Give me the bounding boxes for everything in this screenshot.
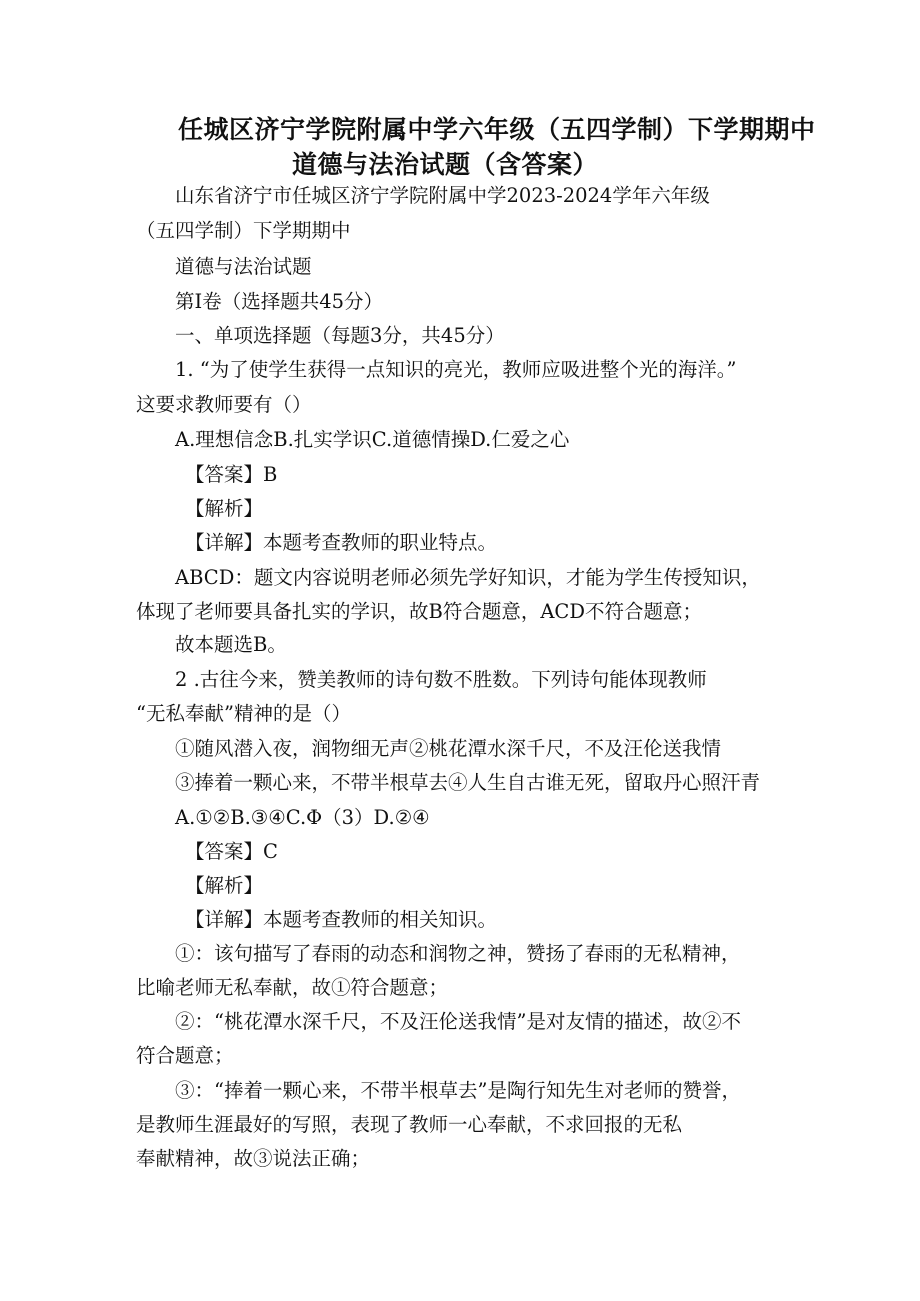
detail-1-conclusion: 故本题选B。 xyxy=(175,633,287,656)
section-heading: 一、单项选择题（每题3分，共45分） xyxy=(175,324,505,347)
question-1-options: A.理想信念B.扎实学识C.道德情操D.仁爱之心 xyxy=(175,428,570,451)
detail-2: 【详解】本题考查教师的相关知识。 xyxy=(185,908,498,931)
answer-1: 【答案】B xyxy=(185,463,278,486)
question-2-cont: “无私奉献”精神的是（） xyxy=(136,702,351,725)
document-title-line-2: 道德与法治试题（含答案） xyxy=(292,150,599,179)
volume-heading: 第I卷（选择题共45分） xyxy=(175,290,384,313)
subject-line: 道德与法治试题 xyxy=(175,255,312,278)
school-line-cont: （五四学制）下学期期中 xyxy=(136,219,351,242)
school-line: 山东省济宁市任城区济宁学院附属中学2023-2024学年六年级 xyxy=(175,184,710,207)
document-title-line-1: 任城区济宁学院附属中学六年级（五四学制）下学期期中 xyxy=(178,115,816,144)
detail-1-text: ABCD：题文内容说明老师必须先学好知识，才能为学生传授知识， xyxy=(175,566,761,589)
detail-2-item-2-cont: 符合题意； xyxy=(136,1044,234,1067)
analysis-1: 【解析】 xyxy=(185,497,264,520)
detail-1-text-cont: 体现了老师要具备扎实的学识，故B符合题意，ACD不符合题意； xyxy=(136,600,702,623)
answer-2: 【答案】C xyxy=(185,840,278,863)
question-2-options: A.①②B.③④C.Φ（3）D.②④ xyxy=(175,806,430,829)
analysis-2: 【解析】 xyxy=(185,874,264,897)
question-2-poem-b: ③捧着一颗心来，不带半根草去④人生自古谁无死，留取丹心照汗青 xyxy=(175,771,761,794)
detail-1: 【详解】本题考查教师的职业特点。 xyxy=(185,531,498,554)
question-2-poem-a: ①随风潜入夜，润物细无声②桃花潭水深千尺，不及汪伦送我情 xyxy=(175,737,722,760)
detail-2-item-3: ③：“捧着一颗心来，不带半根草去”是陶行知先生对老师的赞誉， xyxy=(175,1079,741,1102)
question-1: 1. “为了使学生获得一点知识的亮光，教师应吸进整个光的海洋。” xyxy=(175,358,737,381)
detail-2-item-1-cont: 比喻老师无私奉献，故①符合题意； xyxy=(136,976,449,999)
detail-2-item-1: ①：该句描写了春雨的动态和润物之神，赞扬了春雨的无私精神， xyxy=(175,942,741,965)
question-1-cont: 这要求教师要有（） xyxy=(136,393,312,416)
detail-2-item-3-cont-2: 奉献精神，故③说法正确； xyxy=(136,1147,371,1170)
question-2: 2 .古往今来，赞美教师的诗句数不胜数。下列诗句能体现教师 xyxy=(175,668,707,691)
detail-2-item-2: ②：“桃花潭水深千尺，不及汪伦送我情”是对友情的描述，故②不 xyxy=(175,1010,741,1033)
detail-2-item-3-cont: 是教师生涯最好的写照，表现了教师一心奉献，不求回报的无私 xyxy=(136,1113,683,1136)
